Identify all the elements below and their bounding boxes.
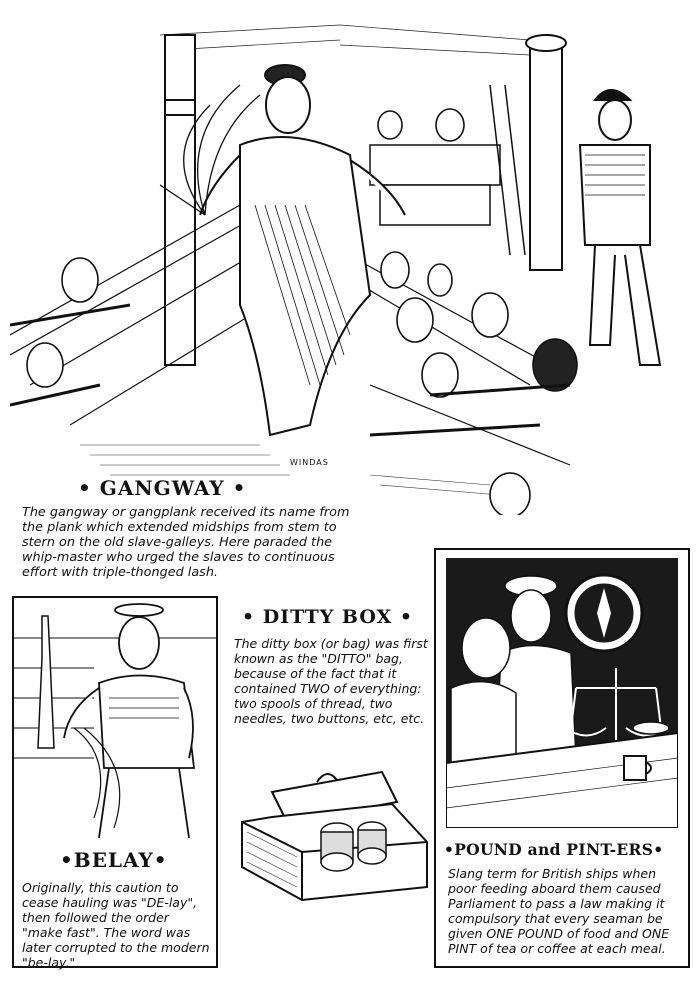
pound-pinters-illustration xyxy=(446,558,678,828)
gangway-description: The gangway or gangplank received its name from the plank which extended midships from stem to stern on the old slave-galleys. Here paraded the whip-master who urged the slaves to continuous effort with triple-thonged lash. xyxy=(22,505,350,580)
belay-panel xyxy=(12,596,218,968)
ditty-box-description: The ditty box (or bag) was first known as the "DITTO" bag, because of the fact that it contained TWO of everything: two spools of thread, two needles, two buttons, etc, etc. xyxy=(234,636,428,726)
artist-signature: WINDAS xyxy=(290,458,329,467)
ditty-box-heading: • DITTY BOX • xyxy=(242,606,414,628)
gangway-heading: • GANGWAY • xyxy=(78,476,247,500)
pound-pinters-heading: •POUND and PINT-ERS• xyxy=(444,840,664,859)
gangway-illustration xyxy=(10,5,695,515)
belay-heading: •BELAY• xyxy=(60,848,168,872)
pound-pinters-panel xyxy=(434,548,690,968)
belay-description: Originally, this caution to cease hauling was "DE-lay", then followed the order "make fast". The word was later corrupted to the modern "be-lay." xyxy=(22,880,210,970)
ditty-box-illustration xyxy=(232,762,432,902)
belay-illustration xyxy=(14,598,216,838)
pound-pinters-description: Slang term for British ships when poor feeding aboard them caused Parliament to pass a law making it compulsory that every seaman be given ONE POUND of food and ONE PINT of tea or coffee at each meal. xyxy=(448,866,670,956)
